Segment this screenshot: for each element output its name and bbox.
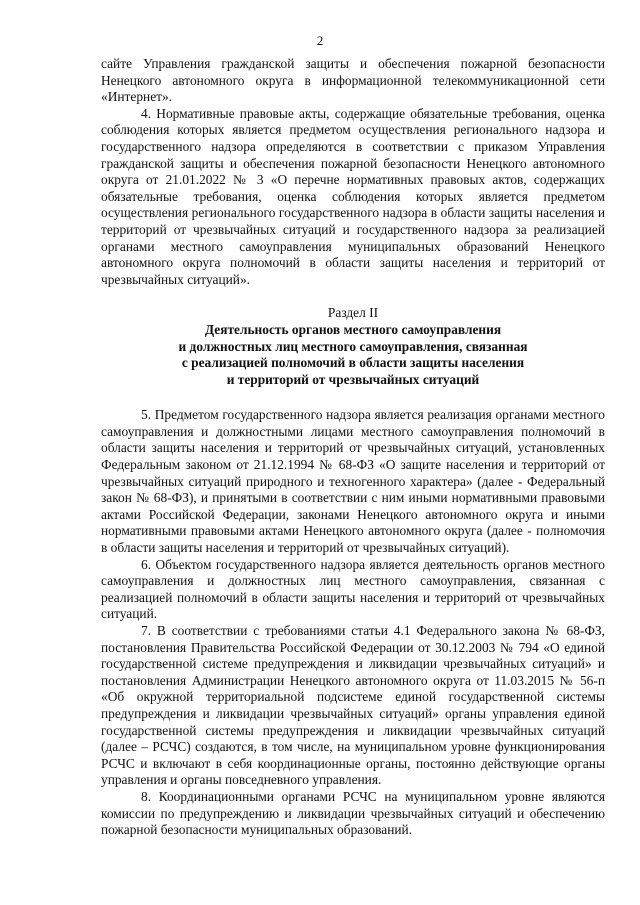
section-title-line: с реализацией полномочий в области защиты населения (181, 355, 525, 371)
section-heading (101, 305, 605, 388)
section-title-line: и территорий от чрезвычайных ситуаций (226, 371, 480, 387)
paragraph-8: 8. Координационными органами РСЧС на муниципальном уровне являются комиссии по предупреждению и ликвидации чрезвычайных ситуаций и обеспечению пожарной безопасности муниципальных образований. (101, 788, 605, 838)
section-title-line: и должностных лиц местного самоуправления, связанная (178, 338, 528, 354)
page-number: 2 (316, 33, 324, 48)
paragraph-4: 4. Нормативные правовые акты, содержащие обязательные требования, оценка соблюдения которых является предметом осуществления регионального надзора и государственного надзора определяются в соответствии с приказом Управления гражданской защиты и обеспечения пожарной безопасности Ненецкого автономного округа от 21.01.2022 № 3 «О перечне нормативных правовых актов, содержащих обязательные требования, оценка соблюдения которых является предметом осуществления регионального государственного надзора в области защиты населения и территорий от чрезвычайных ситуаций и государственного надзора за реализацией органами местного самоуправления муниципальных образований Ненецкого автономного округа полномочий в области защиты населения и территорий от чрезвычайных ситуаций». (101, 105, 605, 287)
section-title-line: Деятельность органов местного самоуправления (204, 321, 502, 337)
section-title (101, 322, 605, 388)
paragraph-6: 6. Объектом государственного надзора является деятельность органов местного самоуправления и должностных лиц местного самоуправления, связанная с реализацией полномочий в области защиты населения и территорий от чрезвычайных ситуаций. (101, 556, 605, 622)
paragraph-5: 5. Предметом государственного надзора является реализация органами местного самоуправления и должностными лицами местного самоуправления полномочий в области защиты населения и территорий от чрезвычайных ситуаций, установленных Федеральным законом от 21.12.1994 № 68-ФЗ «О защите населения и территорий от чрезвычайных ситуаций природного и техногенного характера» (далее - Федеральный закон № 68-ФЗ), и принятыми в соответствии с ним иными нормативными правовыми актами Российской Федерации, законами Ненецкого автономного округа и иными нормативными правовыми актами Ненецкого автономного округа (далее - полномочия в области защиты населения и территорий от чрезвычайных ситуаций). (101, 407, 605, 556)
paragraph-continuation: сайте Управления гражданской защиты и обеспечения пожарной безопасности Ненецкого автономного округа в информационной телекоммуникационной сети «Интернет». (101, 56, 605, 105)
document-body (101, 56, 605, 839)
paragraph-7: 7. В соответствии с требованиями статьи 4.1 Федерального закона № 68-ФЗ, постановления Правительства Российской Федерации от 30.12.2003 № 794 «О единой государственной системе предупреждения и ликвидации чрезвычайных ситуаций» и постановления Администрации Ненецкого автономного округа от 11.03.2015 № 56-п «Об окружной территориальной подсистеме единой государственной системы предупреждения и ликвидации чрезвычайных ситуаций» органы управления единой государственной системы предупреждения и ликвидации чрезвычайных ситуаций (далее – РСЧС) создаются, в том числе, на муниципальном уровне функционирования РСЧС и включают в себя координационные органы, постоянно действующие органы управления и органы повседневного управления. (101, 623, 605, 788)
section-label: Раздел II (327, 305, 379, 321)
